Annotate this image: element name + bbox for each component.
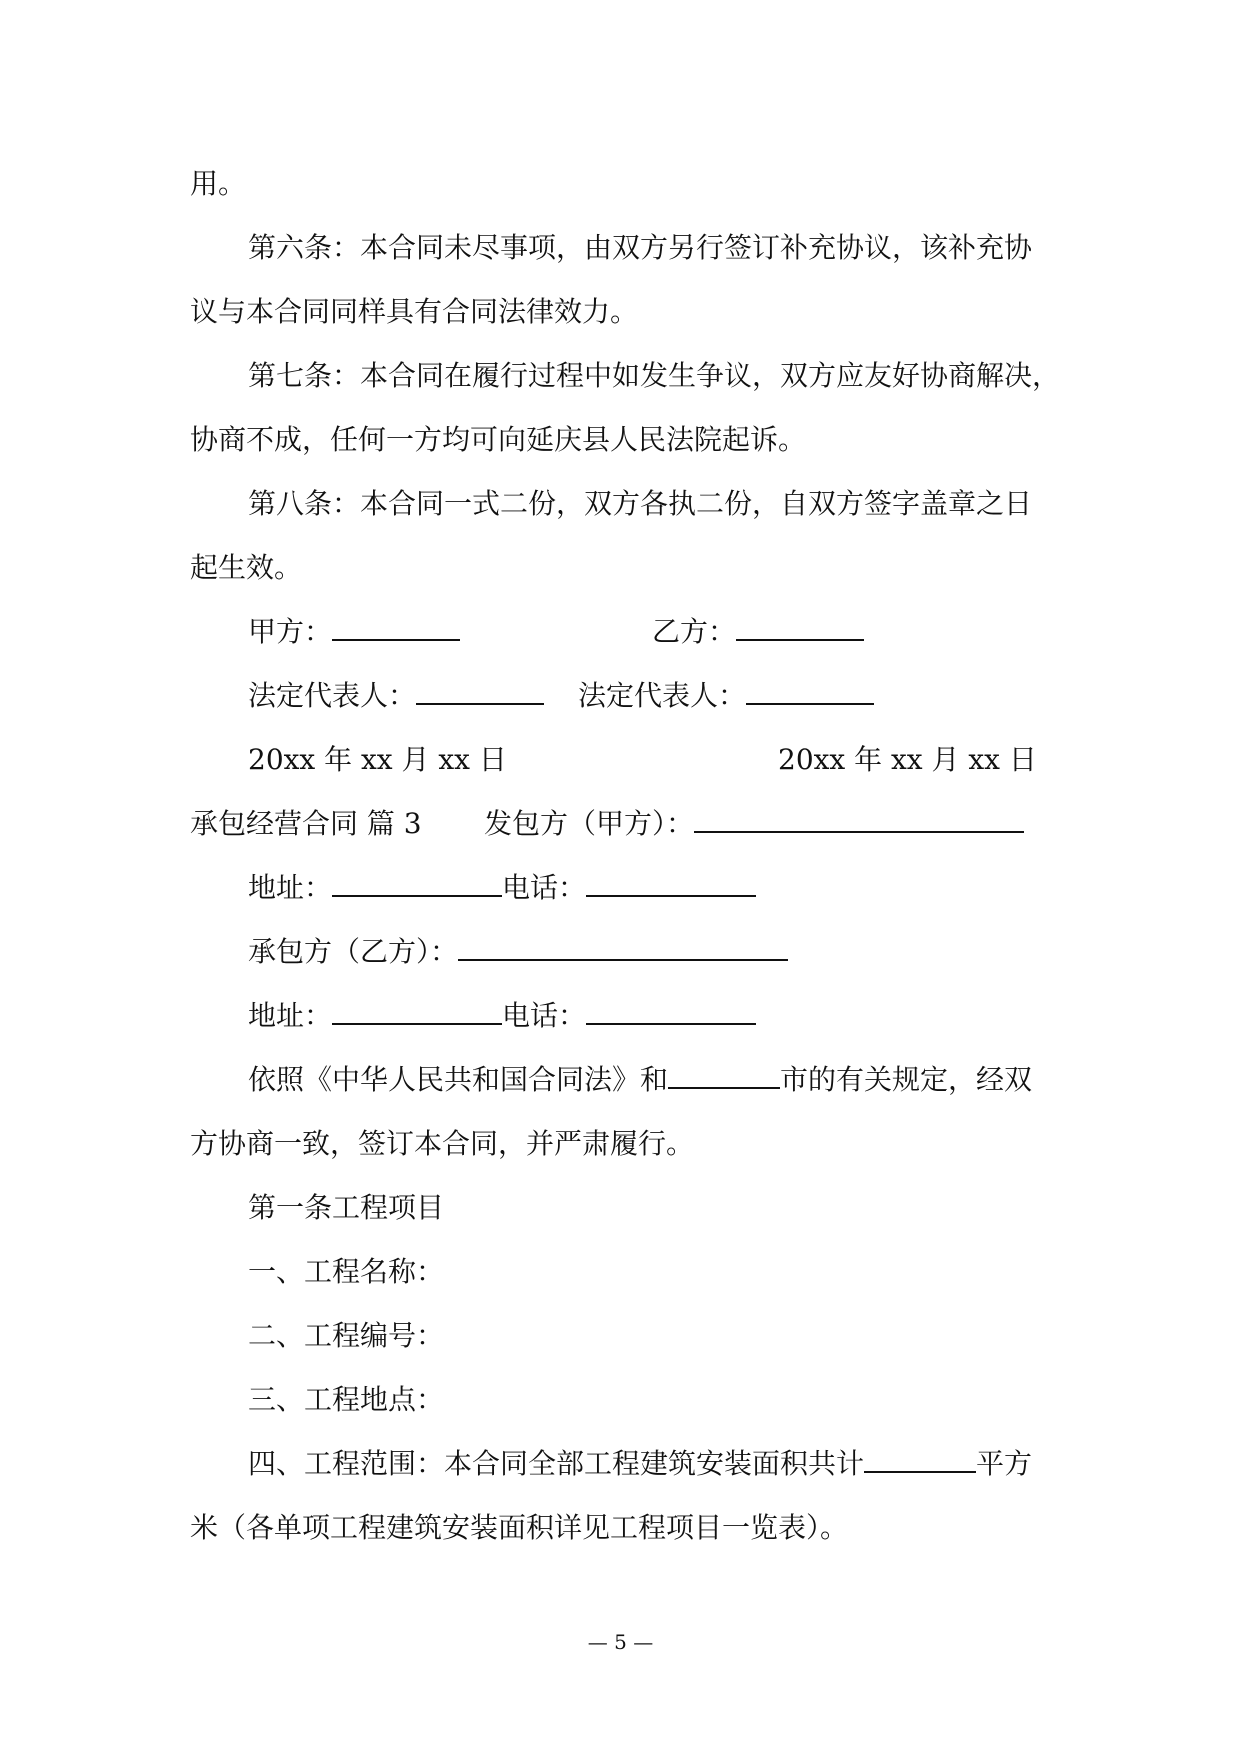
address-label: 地址：: [248, 871, 333, 904]
legal-rep-a-label: 法定代表人：: [248, 679, 417, 712]
legal-rep-b-cell: [578, 676, 874, 716]
signature-row-legal-rep: [248, 676, 1118, 716]
date-a: 20xx 年 xx 月 xx 日: [248, 743, 507, 776]
address-blank: [332, 869, 502, 897]
text-line: 米（各单项工程建筑安装面积详见工程项目一览表）。: [190, 1511, 849, 1544]
text-line: 协商不成，任何一方均可向延庆县人民法院起诉。: [190, 423, 807, 456]
legal-rep-b-label: 法定代表人：: [578, 679, 747, 712]
article-1-title: 第一条工程项目: [248, 1191, 445, 1224]
scope-text: 四、工程范围：本合同全部工程建筑安装面积共计: [248, 1447, 865, 1480]
party-a-label: 甲方：: [248, 615, 333, 648]
phone-label: 电话：: [502, 999, 587, 1032]
employer-cell: [484, 804, 1024, 844]
phone-blank: [586, 869, 756, 897]
article-7: 第七条：本合同在履行过程中如发生争议，双方应友好协商解决，: [248, 359, 1061, 392]
address-blank: [332, 997, 502, 1025]
party-b-label: 乙方：: [652, 615, 737, 648]
page-number: — 5 —: [587, 1630, 654, 1654]
intro-line: [248, 1060, 1118, 1100]
legal-rep-b-blank: [746, 677, 874, 705]
address-label: 地址：: [248, 999, 333, 1032]
party-a-blank: [332, 613, 460, 641]
contract-3-heading-row: [190, 804, 1060, 844]
phone-label: 电话：: [502, 871, 587, 904]
article-6: 第六条：本合同未尽事项，由双方另行签订补充协议，该补充协: [248, 231, 1033, 264]
signature-row-date: [248, 740, 1118, 780]
project-name-item: 一、工程名称：: [248, 1255, 445, 1288]
article-8: 第八条：本合同一式二份，双方各执二份，自双方签字盖章之日: [248, 487, 1033, 520]
contractor-blank: [458, 933, 788, 961]
party-b-blank: [736, 613, 864, 641]
employer-contact-row: [248, 868, 1118, 908]
employer-label: 发包方（甲方）：: [484, 807, 695, 840]
section-heading: 承包经营合同 篇 3: [190, 807, 422, 840]
text-line: 议与本合同同样具有合同法律效力。: [190, 295, 639, 328]
contractor-label: 承包方（乙方）：: [248, 935, 459, 968]
city-blank: [668, 1061, 780, 1089]
party-b-cell: [652, 612, 864, 652]
project-location-item: 三、工程地点：: [248, 1383, 445, 1416]
contractor-row: [248, 932, 1118, 972]
text-line: 起生效。: [190, 551, 303, 584]
date-b: 20xx 年 xx 月 xx 日: [778, 743, 1037, 776]
employer-blank: [694, 805, 1024, 833]
intro-text: 依照《中华人民共和国合同法》和: [248, 1063, 669, 1096]
area-blank: [864, 1445, 976, 1473]
text-line: 方协商一致，签订本合同，并严肃履行。: [190, 1127, 695, 1160]
text-line: 用。: [190, 167, 247, 200]
signature-row-party: [248, 612, 1118, 652]
phone-blank: [586, 997, 756, 1025]
contractor-contact-row: [248, 996, 1118, 1036]
legal-rep-a-blank: [416, 677, 544, 705]
intro-text: 市的有关规定，经双: [780, 1063, 1033, 1096]
scope-text: 平方: [976, 1447, 1033, 1480]
project-scope-item: [248, 1444, 1118, 1484]
project-number-item: 二、工程编号：: [248, 1319, 445, 1352]
